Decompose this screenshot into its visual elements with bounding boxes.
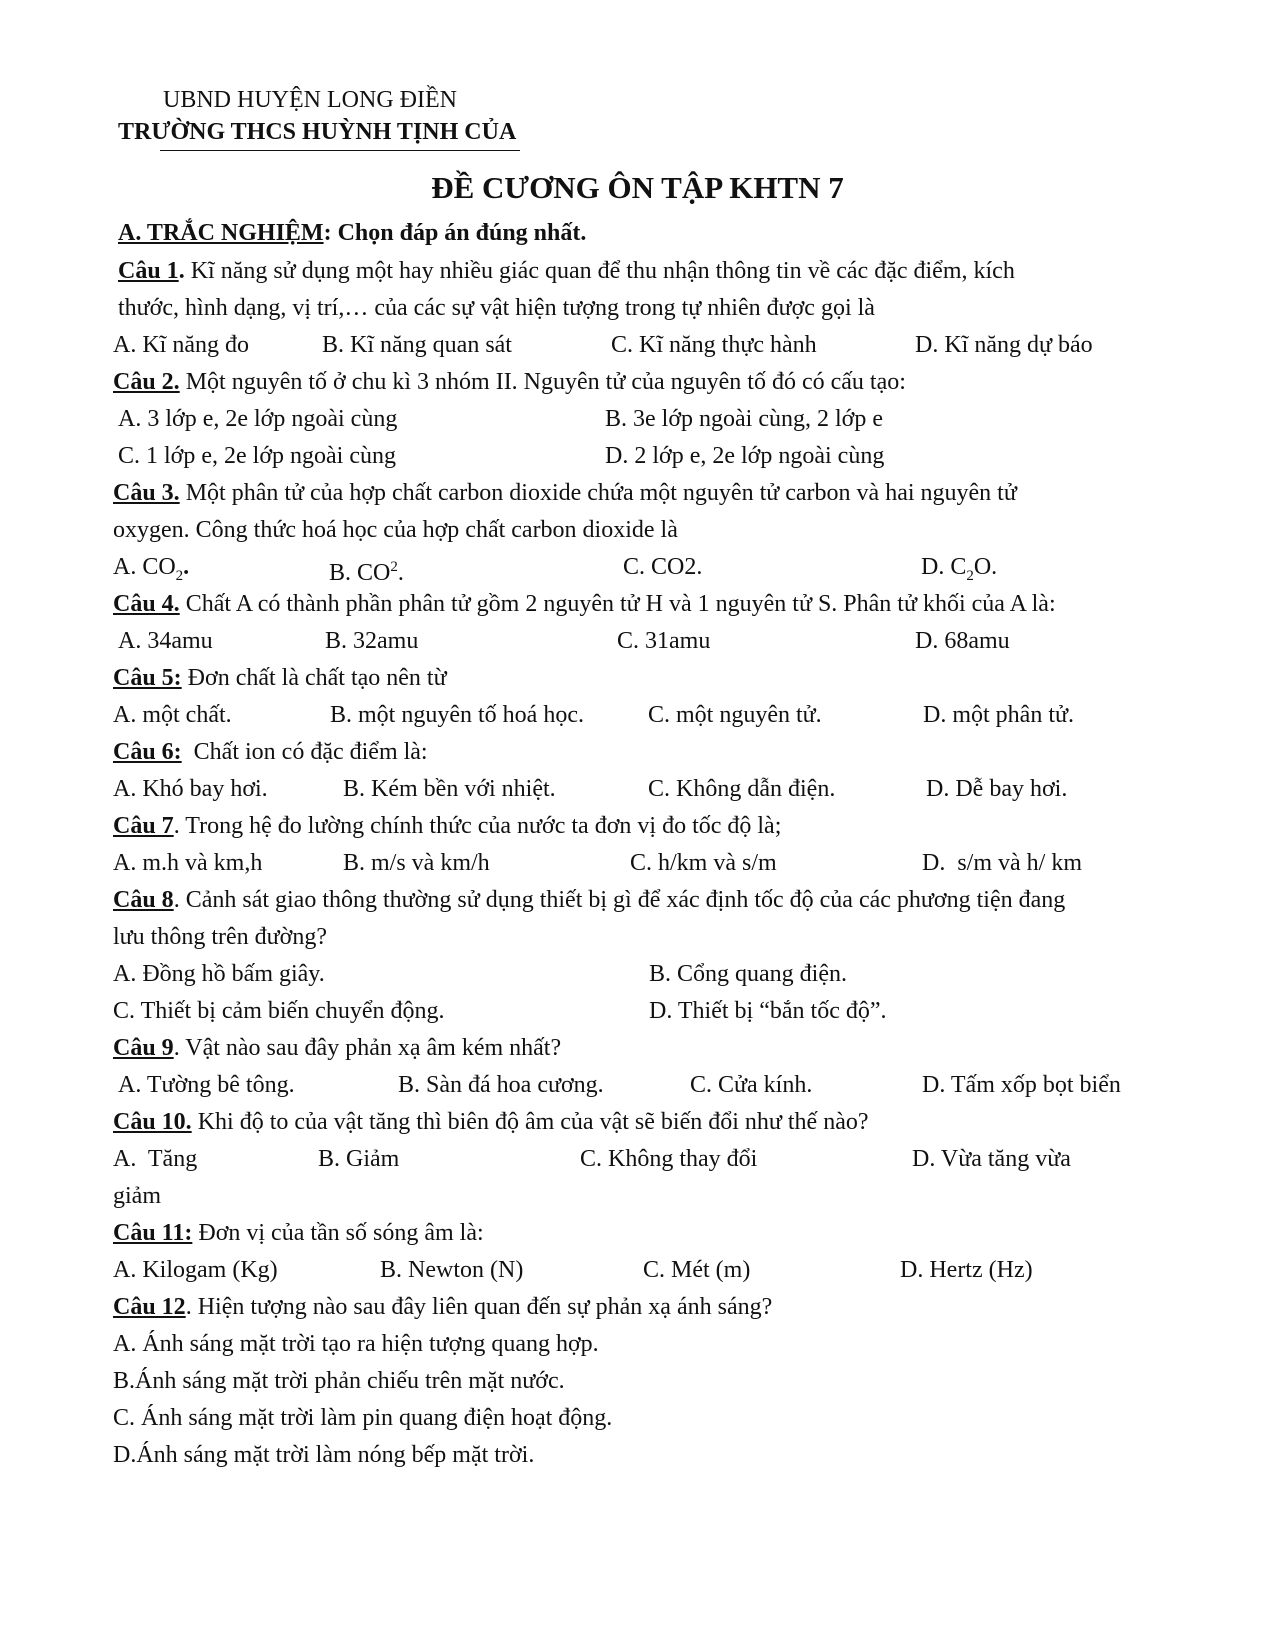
option-b: B. Newton (N) [380, 1257, 524, 1283]
question-8-text: Câu 8. Cảnh sát giao thông thường sử dụng thiết bị gì để xác định tốc độ của các phương tiện đang [113, 887, 1066, 913]
option-d: D. Hertz (Hz) [900, 1257, 1033, 1283]
option-d-continuation: giảm [113, 1183, 161, 1209]
option-a: A. Tường bê tông. [118, 1072, 295, 1098]
question-8-text-cont: lưu thông trên đường? [113, 924, 328, 950]
question-label: Câu 2. [113, 369, 180, 395]
question-11-text: Câu 11: Đơn vị của tần số sóng âm là: [113, 1220, 484, 1246]
option-b: B. $CO^2$. [329, 559, 404, 586]
option-c: C. Không thay đổi [580, 1146, 758, 1172]
option-c: C. Cửa kính. [690, 1072, 813, 1098]
option-b: B. Sàn đá hoa cương. [398, 1072, 604, 1098]
question-5-text: Câu 5: Đơn chất là chất tạo nên từ [113, 665, 447, 691]
option-d: D. một phân tử. [923, 702, 1074, 728]
option-b: B. Giảm [318, 1146, 400, 1172]
section-heading [118, 218, 586, 248]
option-c: C. Thiết bị cảm biến chuyển động. [113, 998, 445, 1024]
option-b: B. m/s và km/h [343, 850, 490, 876]
option-a: A. một chất. [113, 702, 232, 728]
option-d: D. Dễ bay hơi. [926, 776, 1068, 802]
question-3-text-cont: oxygen. Công thức hoá học của hợp chất carbon dioxide là [113, 517, 678, 543]
option-d: D. $C_2O$. [921, 554, 998, 584]
option-d: D. Tấm xốp bọt biển [922, 1072, 1121, 1098]
option-a: A. Kĩ năng đo [113, 332, 249, 358]
option-d: D. 2 lớp e, 2e lớp ngoài cùng [605, 443, 885, 469]
org-name: UBND HUYỆN LONG ĐIỀN [163, 87, 457, 113]
option-a: A. $CO_2$. [113, 554, 190, 584]
option-d: D.Ánh sáng mặt trời làm nóng bếp mặt trời. [113, 1442, 535, 1468]
question-label: Câu 8 [113, 887, 174, 913]
option-a: A. Ánh sáng mặt trời tạo ra hiện tượng quang hợp. [113, 1331, 599, 1357]
question-label: Câu 9 [113, 1035, 174, 1061]
option-d: D. Vừa tăng vừa [912, 1146, 1071, 1172]
option-c: C. h/km và s/m [630, 850, 777, 876]
question-label: Câu 4. [113, 591, 180, 617]
question-label: Câu 5: [113, 665, 182, 691]
option-c: C. Mét (m) [643, 1257, 751, 1283]
question-label: Câu 6: [113, 739, 182, 765]
option-b: B. một nguyên tố hoá học. [330, 702, 584, 728]
option-b: B. Kém bền với nhiệt. [343, 776, 556, 802]
question-1-text-cont: thước, hình dạng, vị trí,… của các sự vật hiện tượng trong tự nhiên được gọi là [118, 295, 875, 321]
question-1-text: Câu 1. Kĩ năng sử dụng một hay nhiều giác quan để thu nhận thông tin về các đặc điểm, kích [118, 258, 1015, 284]
question-label: Câu 11: [113, 1220, 193, 1246]
option-a: A. m.h và km,h [113, 850, 263, 876]
option-c: C. 1 lớp e, 2e lớp ngoài cùng [118, 443, 397, 469]
option-a: A. Kilogam (Kg) [113, 1257, 278, 1283]
option-b: B.Ánh sáng mặt trời phản chiếu trên mặt nước. [113, 1368, 565, 1394]
option-c: C. Kĩ năng thực hành [611, 332, 817, 358]
question-6-text: Câu 6: Chất ion có đặc điểm là: [113, 739, 428, 765]
option-c: C. CO2. [623, 554, 703, 580]
section-label: A. TRẮC NGHIỆM [118, 220, 324, 246]
question-9-text: Câu 9. Vật nào sau đây phản xạ âm kém nhất? [113, 1035, 562, 1061]
option-c: C. Ánh sáng mặt trời làm pin quang điện hoạt động. [113, 1405, 613, 1431]
option-b: B. Cổng quang điện. [649, 961, 847, 987]
question-7-text: Câu 7. Trong hệ đo lường chính thức của nước ta đơn vị đo tốc độ là; [113, 813, 782, 839]
option-d: D. s/m và h/ km [922, 850, 1082, 876]
option-a: A. 34amu [118, 628, 213, 654]
question-label: Câu 10. [113, 1109, 192, 1135]
option-a: A. 3 lớp e, 2e lớp ngoài cùng [118, 406, 398, 432]
option-a: A. Tăng [113, 1146, 198, 1172]
question-10-text: Câu 10. Khi độ to của vật tăng thì biên độ âm của vật sẽ biến đổi như thế nào? [113, 1109, 869, 1135]
section-instruction: : Chọn đáp án đúng nhất. [323, 220, 587, 246]
question-label: Câu 1 [118, 258, 179, 284]
question-12-text: Câu 12. Hiện tượng nào sau đây liên quan đến sự phản xạ ánh sáng? [113, 1294, 773, 1320]
option-b: B. 3e lớp ngoài cùng, 2 lớp e [605, 406, 884, 432]
option-a: A. Đồng hồ bấm giây. [113, 961, 325, 987]
question-3-text: Câu 3. Một phân tử của hợp chất carbon dioxide chứa một nguyên tử carbon và hai nguyên tử [113, 480, 1017, 506]
option-c: C. 31amu [617, 628, 711, 654]
option-d: D. Kĩ năng dự báo [915, 332, 1093, 358]
option-c: C. một nguyên tử. [648, 702, 822, 728]
question-2-text: Câu 2. Một nguyên tố ở chu kì 3 nhóm II. Nguyên tử của nguyên tố đó có cấu tạo: [113, 369, 906, 395]
option-d: D. Thiết bị “bắn tốc độ”. [649, 998, 887, 1024]
option-a: A. Khó bay hơi. [113, 776, 268, 802]
document-title: ĐỀ CƯƠNG ÔN TẬP KHTN 7 [431, 170, 844, 205]
question-label: Câu 3. [113, 480, 180, 506]
option-b: B. Kĩ năng quan sát [322, 332, 512, 358]
question-label: Câu 12 [113, 1294, 186, 1320]
option-d: D. 68amu [915, 628, 1010, 654]
school-name: TRƯỜNG THCS HUỲNH TỊNH CỦA [118, 119, 517, 145]
header-divider [160, 150, 520, 151]
question-4-text: Câu 4. Chất A có thành phần phân tử gồm 2 nguyên tử H và 1 nguyên tử S. Phân tử khối của A là: [113, 591, 1056, 617]
option-b: B. 32amu [325, 628, 419, 654]
option-c: C. Không dẫn điện. [648, 776, 836, 802]
question-label: Câu 7 [113, 813, 174, 839]
